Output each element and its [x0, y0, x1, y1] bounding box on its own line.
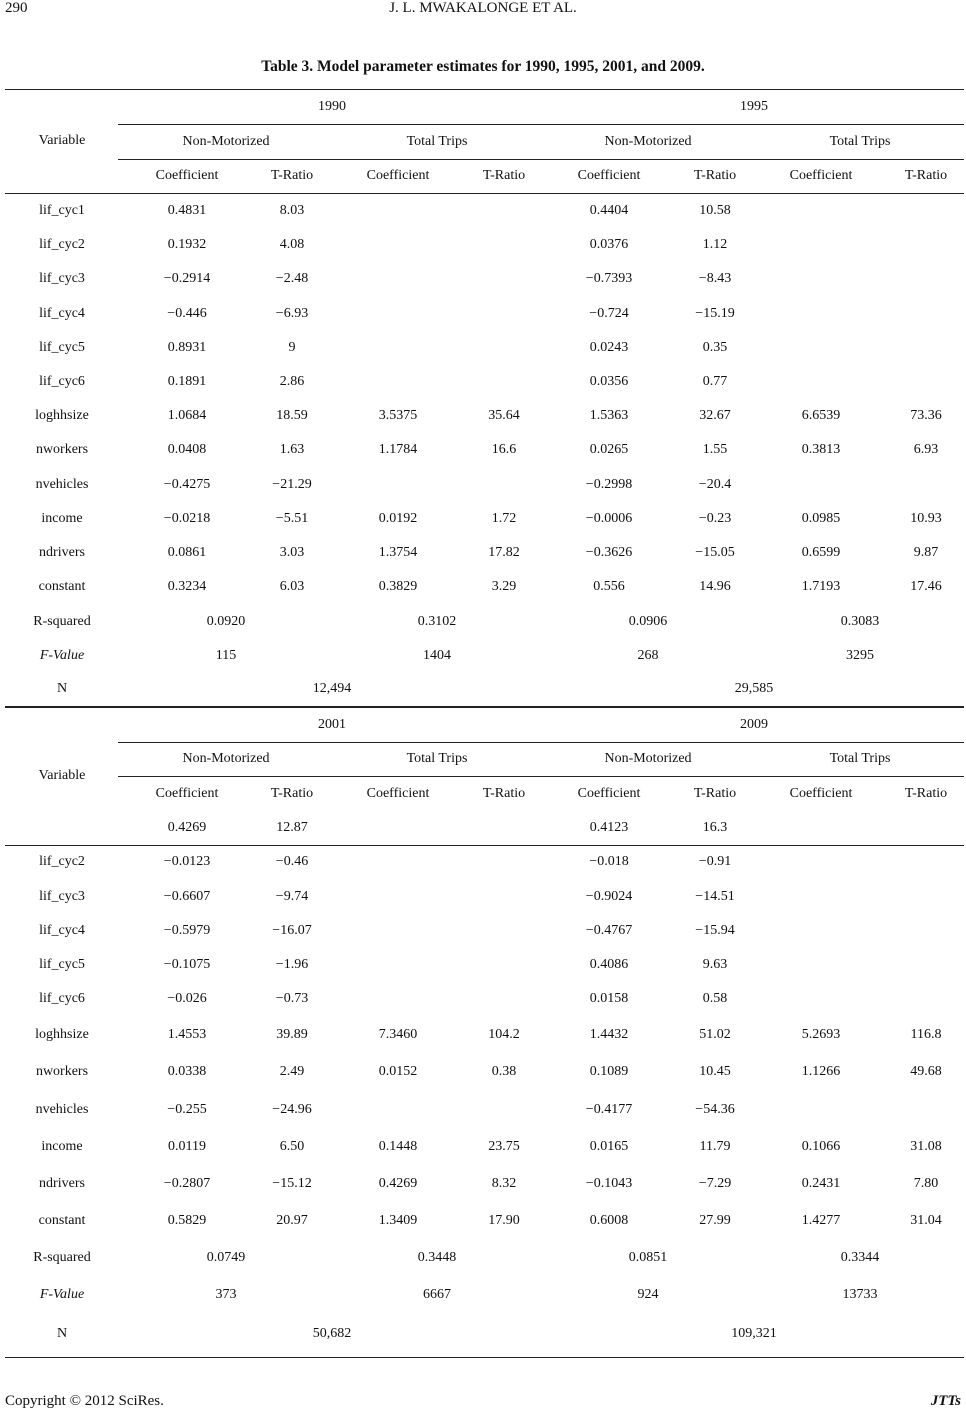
block2-rsquared-value: 0.3448: [417, 1250, 457, 1265]
block2-n-value: 109,321: [731, 1326, 777, 1341]
block1-cell: 6.93: [913, 442, 939, 458]
block1-cell: 8.03: [279, 203, 305, 218]
block1-variable-name: lif_cyc4: [39, 305, 85, 321]
block1-group-heading: Non-Motorized: [182, 134, 270, 149]
block1-column-heading: T-Ratio: [270, 168, 314, 183]
block1-cell: −5.51: [275, 510, 309, 526]
block1-cell: 17.82: [488, 545, 520, 560]
block2-variable-name: lif_cyc5: [39, 957, 85, 972]
block2-cell: 0.58: [702, 991, 728, 1006]
block1-cell: −0.23: [698, 510, 732, 526]
block2-column-heading: T-Ratio: [270, 786, 314, 801]
block2-cell: 116.8: [910, 1027, 942, 1042]
block2-group-heading: Total Trips: [829, 751, 891, 766]
block1-fvalue-label: F-Value: [39, 648, 85, 663]
block1-variable-name: lif_cyc3: [39, 271, 85, 287]
block2-cell: 0.0119: [168, 1139, 206, 1154]
block1-cell: 9.87: [913, 545, 939, 560]
block1-cell: 10.58: [699, 203, 731, 218]
block2-cell: −9.74: [275, 889, 309, 904]
block1-rsquared-label: R-squared: [33, 614, 91, 629]
block2-fvalue-value: 6667: [423, 1287, 451, 1302]
block1-variable-heading: Variable: [38, 133, 86, 148]
block1-top-rule: [5, 89, 964, 90]
block1-fvalue-value: 1404: [423, 648, 451, 663]
block1-column-heading: T-Ratio: [482, 168, 526, 183]
block2-cell: −0.2807: [163, 1176, 211, 1191]
block1-column-heading: Coefficient: [155, 168, 219, 183]
block2-cell: 8.32: [491, 1176, 517, 1191]
block1-cell: −15.05: [695, 545, 735, 560]
block1-cell: 10.93: [910, 510, 942, 526]
block1-cell: 0.0265: [589, 442, 629, 458]
block1-cell: 1.3754: [378, 545, 418, 560]
block2-fvalue-value: 13733: [842, 1287, 878, 1302]
block2-cell: −0.0123: [163, 854, 211, 869]
block1-rsquared-value: 0.3102: [417, 614, 457, 629]
block2-variable-name: nworkers: [35, 1064, 89, 1079]
block1-cell: 2.86: [279, 374, 305, 389]
block1-cell: −20.4: [698, 476, 732, 492]
block2-cell: −0.5979: [163, 923, 211, 938]
block2-cell: −0.1043: [585, 1176, 633, 1191]
block2-cell: 39.89: [276, 1027, 308, 1042]
block2-cell: 1.4277: [801, 1213, 841, 1228]
block2-cell: 0.4269: [167, 820, 207, 835]
block1-cell: 1.1784: [378, 442, 418, 458]
block1-cell: 0.0356: [589, 374, 629, 389]
running-title: J. L. MWAKALONGE ET AL.: [389, 0, 577, 16]
block2-group-heading: Non-Motorized: [182, 751, 270, 766]
block1-cell: 3.03: [279, 545, 305, 560]
block1-cell: 1.7193: [801, 579, 841, 595]
block2-column-heading: Coefficient: [789, 786, 853, 801]
block2-cell: 0.4086: [589, 957, 629, 972]
block2-cell: −1.96: [275, 957, 309, 972]
block2-fvalue-value: 924: [637, 1287, 659, 1302]
block1-year-a: 1990: [318, 99, 346, 114]
block1-cell: −21.29: [272, 476, 312, 492]
block1-variable-name: lif_cyc5: [39, 339, 85, 355]
block2-cell: 16.3: [702, 820, 728, 835]
block2-cell: 51.02: [699, 1027, 731, 1042]
block1-cell: 32.67: [699, 408, 731, 424]
block1-cell: 6.6539: [801, 408, 841, 424]
block2-cell: 12.87: [276, 820, 308, 835]
block2-year-rule: [118, 742, 964, 743]
block2-cell: 17.90: [488, 1213, 520, 1228]
block1-cell: 3.5375: [378, 408, 418, 424]
block1-cell: 0.35: [702, 339, 728, 355]
block2-cell: −15.12: [272, 1176, 312, 1191]
block2-cell: −0.46: [275, 854, 309, 869]
block2-column-heading: Coefficient: [577, 786, 641, 801]
block1-cell: 0.3234: [167, 579, 207, 595]
block1-cell: 0.4831: [167, 203, 207, 218]
block2-cell: 0.5829: [167, 1213, 207, 1228]
copyright-notice: Copyright © 2012 SciRes.: [5, 1393, 164, 1409]
block2-variable-name: loghhsize: [35, 1027, 89, 1042]
block1-n-label: N: [56, 681, 68, 696]
block1-rsquared-value: 0.0906: [628, 614, 668, 629]
block2-cell: 49.68: [910, 1064, 942, 1079]
block1-n-value: 12,494: [312, 681, 352, 696]
block2-cell: 0.1089: [589, 1064, 629, 1079]
block2-cell: 1.1266: [801, 1064, 841, 1079]
block2-cell: 1.4432: [589, 1027, 629, 1042]
block2-cell: 2.49: [279, 1064, 305, 1079]
block1-cell: −0.724: [589, 305, 629, 321]
block1-cell: 0.0192: [378, 510, 418, 526]
block2-cell: 31.04: [910, 1213, 942, 1228]
block2-cell: 0.0158: [589, 991, 629, 1006]
block2-cell: 0.4123: [589, 820, 629, 835]
block1-cell: 0.77: [702, 374, 728, 389]
block2-cell: 31.08: [910, 1139, 942, 1154]
block2-cell: 104.2: [488, 1027, 520, 1042]
block2-cell: 0.1066: [801, 1139, 841, 1154]
block1-cell: 0.0408: [167, 442, 207, 458]
block1-variable-name: nworkers: [35, 442, 89, 458]
block2-cell: 9.63: [702, 957, 728, 972]
block2-variable-heading: Variable: [38, 768, 86, 783]
block1-group-rule: [118, 159, 964, 160]
block1-cell: 0.3813: [801, 442, 841, 458]
block2-cell: 1.3409: [378, 1213, 418, 1228]
block2-cell: 1.4553: [167, 1027, 207, 1042]
table-bottom-rule: [5, 1357, 964, 1358]
block2-cell: −0.026: [167, 991, 207, 1006]
block2-cell: 0.0165: [589, 1139, 629, 1154]
block2-year-b: 2009: [740, 717, 768, 732]
block2-variable-name: lif_cyc2: [39, 854, 85, 869]
block2-column-heading: T-Ratio: [482, 786, 526, 801]
block1-variable-name: ndrivers: [39, 545, 85, 560]
block1-cell: −0.2998: [585, 476, 633, 492]
block1-cell: −6.93: [275, 305, 309, 321]
block1-cell: −15.19: [695, 305, 735, 321]
page-header: [0, 0, 966, 24]
table-caption: Table 3. Model parameter estimates for 1990, 1995, 2001, and 2009.: [261, 58, 705, 75]
block2-fvalue-label: F-Value: [39, 1287, 85, 1302]
block1-cell: 3.29: [491, 579, 517, 595]
block1-fvalue-value: 115: [215, 648, 237, 663]
block2-cell: −0.018: [589, 854, 629, 869]
block2-cell: −0.9024: [585, 889, 633, 904]
block1-column-heading: Coefficient: [577, 168, 641, 183]
block2-rsquared-value: 0.3344: [840, 1250, 880, 1265]
block1-cell: 35.64: [488, 408, 520, 424]
block2-variable-name: ndrivers: [39, 1176, 85, 1191]
block1-cell: 9: [288, 339, 296, 355]
block1-cell: −0.4275: [163, 476, 211, 492]
block1-cell: 0.0376: [589, 237, 629, 253]
block1-cell: 0.4404: [589, 203, 629, 218]
block2-group-rule: [118, 776, 964, 777]
block1-cell: 73.36: [910, 408, 942, 424]
block1-cell: 0.8931: [167, 339, 207, 355]
block1-cell: 0.0861: [167, 545, 207, 560]
block2-cell: 0.4269: [378, 1176, 418, 1191]
journal-abbrev: JTTs: [930, 1393, 961, 1409]
block2-cell: −0.1075: [163, 957, 211, 972]
block2-year-a: 2001: [318, 717, 346, 732]
block1-cell: −0.0006: [585, 510, 633, 526]
block1-cell: 0.6599: [801, 545, 841, 560]
block2-group-heading: Total Trips: [406, 751, 468, 766]
block2-cell: 27.99: [699, 1213, 731, 1228]
block1-column-heading: T-Ratio: [693, 168, 737, 183]
block1-year-b: 1995: [740, 99, 768, 114]
block1-cell: 0.1932: [167, 237, 207, 253]
block1-cell: 1.12: [702, 237, 728, 253]
block1-cell: 18.59: [276, 408, 308, 424]
block2-cell: 11.79: [699, 1139, 731, 1154]
block2-cell: −0.6607: [163, 889, 211, 904]
block2-variable-name: income: [41, 1139, 83, 1154]
block2-cell: −15.94: [695, 923, 735, 938]
block1-cell: −8.43: [698, 271, 732, 287]
block2-cell: −0.255: [167, 1102, 207, 1117]
block2-variable-name: lif_cyc4: [39, 923, 85, 938]
block1-cell: 0.0243: [589, 339, 629, 355]
block1-rsquared-value: 0.0920: [206, 614, 246, 629]
block1-cell: 4.08: [279, 237, 305, 253]
block2-group-heading: Non-Motorized: [604, 751, 692, 766]
block1-cell: 14.96: [699, 579, 731, 595]
block2-cell: 20.97: [276, 1213, 308, 1228]
block1-n-value: 29,585: [734, 681, 774, 696]
block2-n-label: N: [56, 1326, 68, 1341]
block2-cell: −16.07: [272, 923, 312, 938]
block2-cell: −0.4767: [585, 923, 633, 938]
block2-top-rule: [5, 707, 964, 708]
block1-variable-name: constant: [38, 579, 86, 595]
block1-cell: −0.2914: [163, 271, 211, 287]
block2-header-rule: [5, 845, 964, 846]
block1-header-rule: [5, 193, 964, 194]
block1-group-heading: Non-Motorized: [604, 134, 692, 149]
block1-cell: 17.46: [910, 579, 942, 595]
block2-rsquared-value: 0.0851: [628, 1250, 668, 1265]
block2-column-heading: Coefficient: [155, 786, 219, 801]
block1-variable-name: loghhsize: [35, 408, 89, 424]
block1-cell: 1.72: [491, 510, 517, 526]
block2-rsquared-value: 0.0749: [206, 1250, 246, 1265]
block2-cell: 7.3460: [378, 1027, 418, 1042]
block2-cell: −24.96: [272, 1102, 312, 1117]
block1-rsquared-value: 0.3083: [840, 614, 880, 629]
block2-cell: 10.45: [699, 1064, 731, 1079]
block1-cell: 0.0985: [801, 510, 841, 526]
block1-fvalue-value: 3295: [846, 648, 874, 663]
block2-cell: 0.38: [491, 1064, 517, 1079]
block2-variable-name: nvehicles: [35, 1102, 89, 1117]
block1-column-heading: Coefficient: [789, 168, 853, 183]
block2-cell: −0.4177: [585, 1102, 633, 1117]
block2-column-heading: Coefficient: [366, 786, 430, 801]
block1-cell: −0.3626: [585, 545, 633, 560]
block2-cell: 0.2431: [801, 1176, 841, 1191]
block1-cell: −0.7393: [585, 271, 633, 287]
block2-variable-name: constant: [38, 1213, 86, 1228]
block1-cell: 0.1891: [167, 374, 207, 389]
block1-cell: −0.0218: [163, 510, 211, 526]
block1-variable-name: lif_cyc2: [39, 237, 85, 253]
block1-cell: 0.556: [593, 579, 625, 595]
block1-cell: 16.6: [491, 442, 517, 458]
block2-n-value: 50,682: [312, 1326, 352, 1341]
block1-group-heading: Total Trips: [406, 134, 468, 149]
block2-cell: −0.73: [275, 991, 309, 1006]
block1-cell: 1.5363: [589, 408, 629, 424]
block1-column-heading: Coefficient: [366, 168, 430, 183]
block2-cell: 0.0152: [378, 1064, 418, 1079]
block1-year-rule: [118, 124, 964, 125]
block1-variable-name: lif_cyc6: [39, 374, 85, 389]
page-number: 290: [5, 0, 28, 16]
block2-column-heading: T-Ratio: [904, 786, 948, 801]
block2-cell: 23.75: [488, 1139, 520, 1154]
block2-cell: 0.1448: [378, 1139, 418, 1154]
block2-cell: 0.6008: [589, 1213, 629, 1228]
block1-cell: 1.63: [279, 442, 305, 458]
block2-cell: −7.29: [698, 1176, 732, 1191]
block1-cell: −0.446: [167, 305, 207, 321]
block2-fvalue-value: 373: [215, 1287, 237, 1302]
block1-cell: 6.03: [279, 579, 305, 595]
block2-variable-name: lif_cyc6: [39, 991, 85, 1006]
block1-variable-name: lif_cyc1: [39, 203, 85, 218]
block2-cell: 7.80: [913, 1176, 939, 1191]
block2-cell: 5.2693: [801, 1027, 841, 1042]
block2-cell: 6.50: [279, 1139, 305, 1154]
block1-cell: 1.0684: [167, 408, 207, 424]
block1-variable-name: nvehicles: [35, 476, 89, 492]
block1-column-heading: T-Ratio: [904, 168, 948, 183]
block2-cell: 0.0338: [167, 1064, 207, 1079]
block1-fvalue-value: 268: [637, 648, 659, 663]
block2-variable-name: lif_cyc3: [39, 889, 85, 904]
block1-variable-name: income: [41, 510, 83, 526]
block2-rsquared-label: R-squared: [33, 1250, 91, 1265]
block1-cell: 0.3829: [378, 579, 418, 595]
block1-group-heading: Total Trips: [829, 134, 891, 149]
block2-cell: −0.91: [698, 854, 732, 869]
block1-cell: −2.48: [275, 271, 309, 287]
block1-cell: 1.55: [702, 442, 728, 458]
block2-cell: −54.36: [695, 1102, 735, 1117]
block2-cell: −14.51: [695, 889, 735, 904]
block2-column-heading: T-Ratio: [693, 786, 737, 801]
